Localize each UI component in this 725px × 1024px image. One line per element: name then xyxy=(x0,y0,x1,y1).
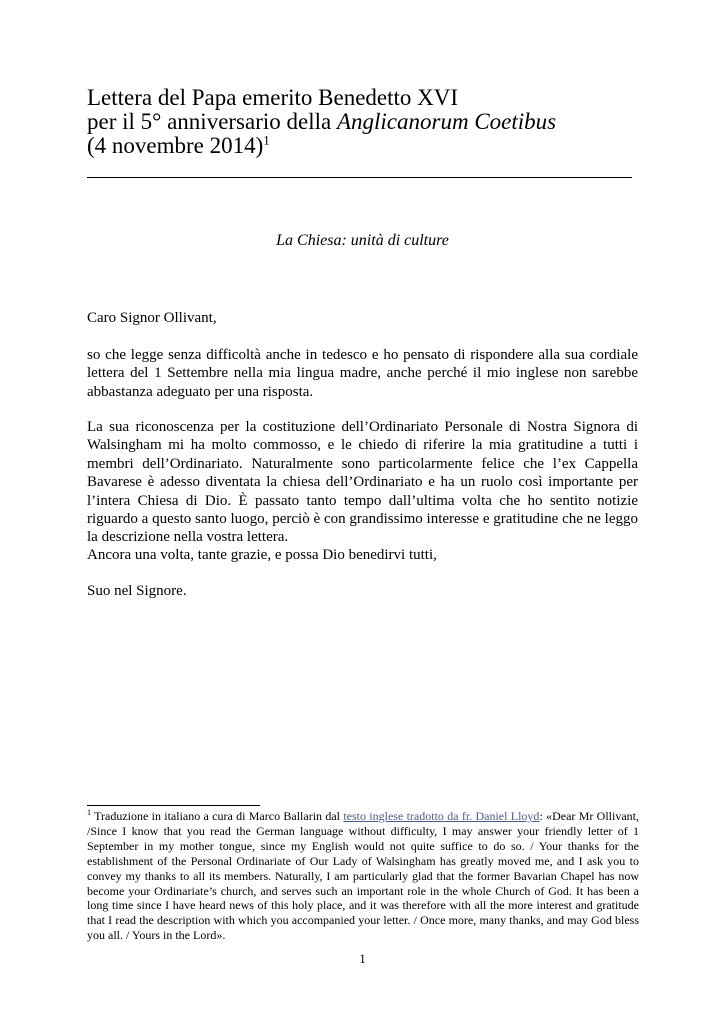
salutation: Caro Signor Ollivant, xyxy=(87,310,217,326)
footnote-reference[interactable]: 1 xyxy=(263,132,270,148)
title-line-2 xyxy=(87,110,647,134)
paragraph-2: La sua riconoscenza per la costituzione dell’Ordinariato Personale di Nostra Signora di Walsingham mi ha molto commosso, e le chiedo di riferire la mia gratitudine a tutti i membri dell’Ordinariato. Naturalmente sono particolarmente felice che l’ex Cappella Bavarese è adesso diventata la chiesa dell’Ordinariato e ha un ruolo così importante per l’intera Chiesa di Dio. È passato tanto tempo dall’ultima volta che ho sentito notizie riguardo a questo santo luogo, perciò è con grandissimo interesse e gratitudine che ne leggo la descrizione nella vostra lettera. xyxy=(87,419,638,546)
footnote-divider xyxy=(87,805,260,806)
letter-title xyxy=(87,86,647,158)
closing-line-1: Ancora una volta, tante grazie, e possa Dio benedirvi tutti, xyxy=(87,547,437,563)
title-line-2-prefix: per il 5° anniversario della xyxy=(87,109,337,134)
title-divider xyxy=(87,177,632,178)
footnote-text: : «Dear Mr Ollivant, /Since I know that you read the German language without difficulty, I may answer your friendly letter of 1 September in my mother tongue, since my English would not quite suffice to do so. / Your thanks for the establishment of the Personal Ordinariate of Our Lady of Walsingham has greatly moved me, and I ask you to convey my thanks to all its members. Naturally, I am particularly glad that the former Bavarian Chapel has now become your Ordinariate’s church, and serves such an important role in the whole Church of God. It has been a long time since I have heard news of this holy place, and it was therefore with all the more interest and gratitude that I read the description with which you accompanied your letter. / Once more, many thanks, and may God bless you all. / Yours in the Lord». xyxy=(87,809,639,943)
title-line-2-italic: Anglicanorum Coetibus xyxy=(336,109,557,134)
closing-line-2: Suo nel Signore. xyxy=(87,583,187,599)
page-number: 1 xyxy=(359,951,366,966)
footnote-link[interactable]: testo inglese tradotto da fr. Daniel Lloyd xyxy=(343,809,540,823)
footnote-number: 1 xyxy=(87,808,91,817)
footnote xyxy=(87,809,639,943)
title-line-1: Lettera del Papa emerito Benedetto XVI xyxy=(87,85,459,110)
paragraph-1: so che legge senza difficoltà anche in tedesco e ho pensato di rispondere alla sua cordiale lettera del 1 Settembre nella mia lingua madre, anche perché il mio inglese non sarebbe abbastanza adeguato per una risposta. xyxy=(87,347,638,400)
footnote-intro: Traduzione in italiano a cura di Marco Ballarin dal xyxy=(91,809,344,823)
title-line-3 xyxy=(87,134,647,158)
letter-subtitle: La Chiesa: unità di culture xyxy=(276,232,449,249)
title-date: (4 novembre 2014) xyxy=(87,133,264,158)
